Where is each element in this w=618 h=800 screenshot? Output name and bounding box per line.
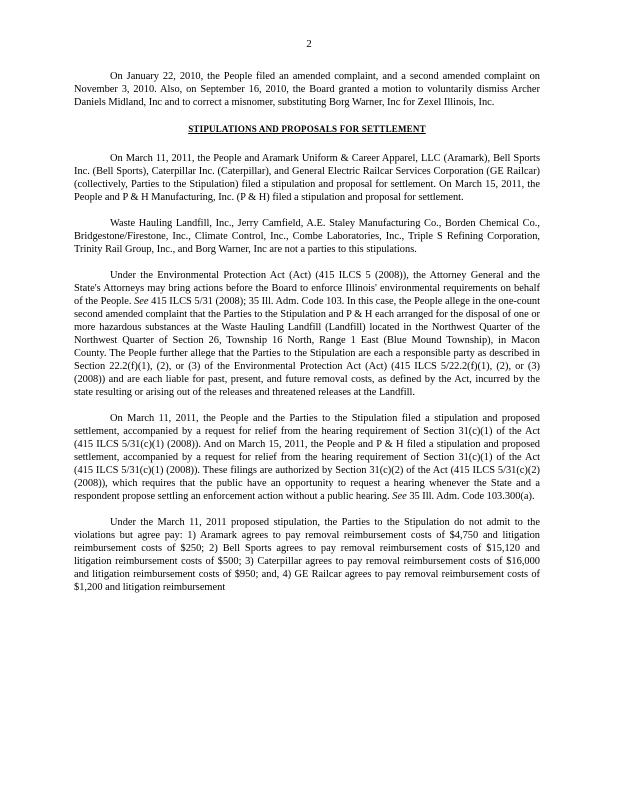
paragraph-hearing-relief <box>74 412 540 503</box>
paragraph-settlement-terms: Under the March 11, 2011 proposed stipulation, the Parties to the Stipulation do not admit to the violations but agree pay: 1) Aramark agrees to pay removal reimbursement costs of $4,750 and litigation reimbursement costs of $250; 2) Bell Sports agrees to pay removal reimbursement costs of $15,120 and litigation reimbursement costs of $500; 3) Caterpillar agrees to pay removal reimbursement costs of $16,000 and litigation reimbursement costs of $950; and, 4) GE Railcar agrees to pay removal reimbursement costs of $1,200 and litigation reimbursement <box>74 517 540 593</box>
section-heading: STIPULATIONS AND PROPOSALS FOR SETTLEMENT <box>188 124 426 134</box>
paragraph-stipulations-filed: On March 11, 2011, the People and Aramark Uniform & Career Apparel, LLC (Aramark), Bell Sports Inc. (Bell Sports), Caterpillar Inc. (Caterpillar), and General Electric Railcar Services Corporation (GE Railcar) (collectively, Parties to the Stipulation) filed a stipulation and proposal for settlement. On March 15, 2011, the People and P & H Manufacturing, Inc. (P & H) filed a stipulation and proposal for settlement. <box>74 153 540 203</box>
text-segment: 415 ILCS 5/31 (2008); 35 Ill. Adm. Code 103. In this case, the People allege in the one-count second amended complaint that the Parties to the Stipulation and P & H each arranged for the disposal of one or more hazardous substances at the Waste Hauling Landfill (Landfill) located in the Northwest Quarter of the Northwest Quarter of Section 26, Township 16 North, Range 1 East (Blue Mound Township), in Macon County. The People further allege that the Parties to the Stipulation are each a responsible party as described in Section 22.2(f)(1), (2), or (3) of the Environmental Protection Act (Act) (415 ILCS 5/22.2(f)(1), (2), or (3) (2008)) and are each liable for past, present, and future removal costs, as defined by the Act, incurred by the state resulting or arising out of the releases and threatened releases at the Landfill. <box>74 296 540 398</box>
document-body <box>74 70 540 607</box>
citation-signal: See <box>392 491 407 502</box>
paragraph-procedural-history: On January 22, 2010, the People filed an amended complaint, and a second amended complaint on November 3, 2010. Also, on September 16, 2010, the Board granted a motion to voluntarily dismiss Archer Daniels Midland, Inc and to correct a misnomer, substituting Borg Warner, Inc for Zexel Illinois, Inc. <box>74 71 540 108</box>
page-number: 2 <box>306 38 312 50</box>
paragraph-non-parties: Waste Hauling Landfill, Inc., Jerry Camfield, A.E. Staley Manufacturing Co., Borden Chemical Co., Bridgestone/Firestone, Inc., Climate Control, Inc., Combe Laboratories, Inc., Triple S Refining Corporation, Trinity Rail Group, Inc., and Borg Warner, Inc are not a parties to this stipulations. <box>74 218 540 255</box>
text-segment: Under the Environmental Protection Act (Act) (415 ILCS 5 (2008)), the Attorney General and the State's Attorneys may bring actions before the Board to enforce Illinois' environmental requirements on behalf of the People. <box>74 270 540 307</box>
text-segment: 35 Ill. Adm. Code 103.300(a). <box>409 491 535 502</box>
citation-signal: See <box>134 296 149 307</box>
paragraph-environmental-act <box>74 269 540 399</box>
text-segment: On March 11, 2011, the People and the Parties to the Stipulation filed a stipulation and proposed settlement, accompanied by a request for relief from the hearing requirement of Section 31(c)(1) of the Act (415 ILCS 5/31(c)(1) (2008)). And on March 15, 2011, the People and P & H filed a stipulation and proposed settlement, accompanied by a request for relief from the hearing requirement of Section 31(c)(1) of the Act (415 ILCS 5/31(c)(1) (2008)). These filings are authorized by Section 31(c)(2) of the Act (415 ILCS 5/31(c)(2) (2008)), which requires that the public have an opportunity to request a hearing whenever the State and a respondent propose settling an enforcement action without a public hearing. <box>74 413 540 502</box>
